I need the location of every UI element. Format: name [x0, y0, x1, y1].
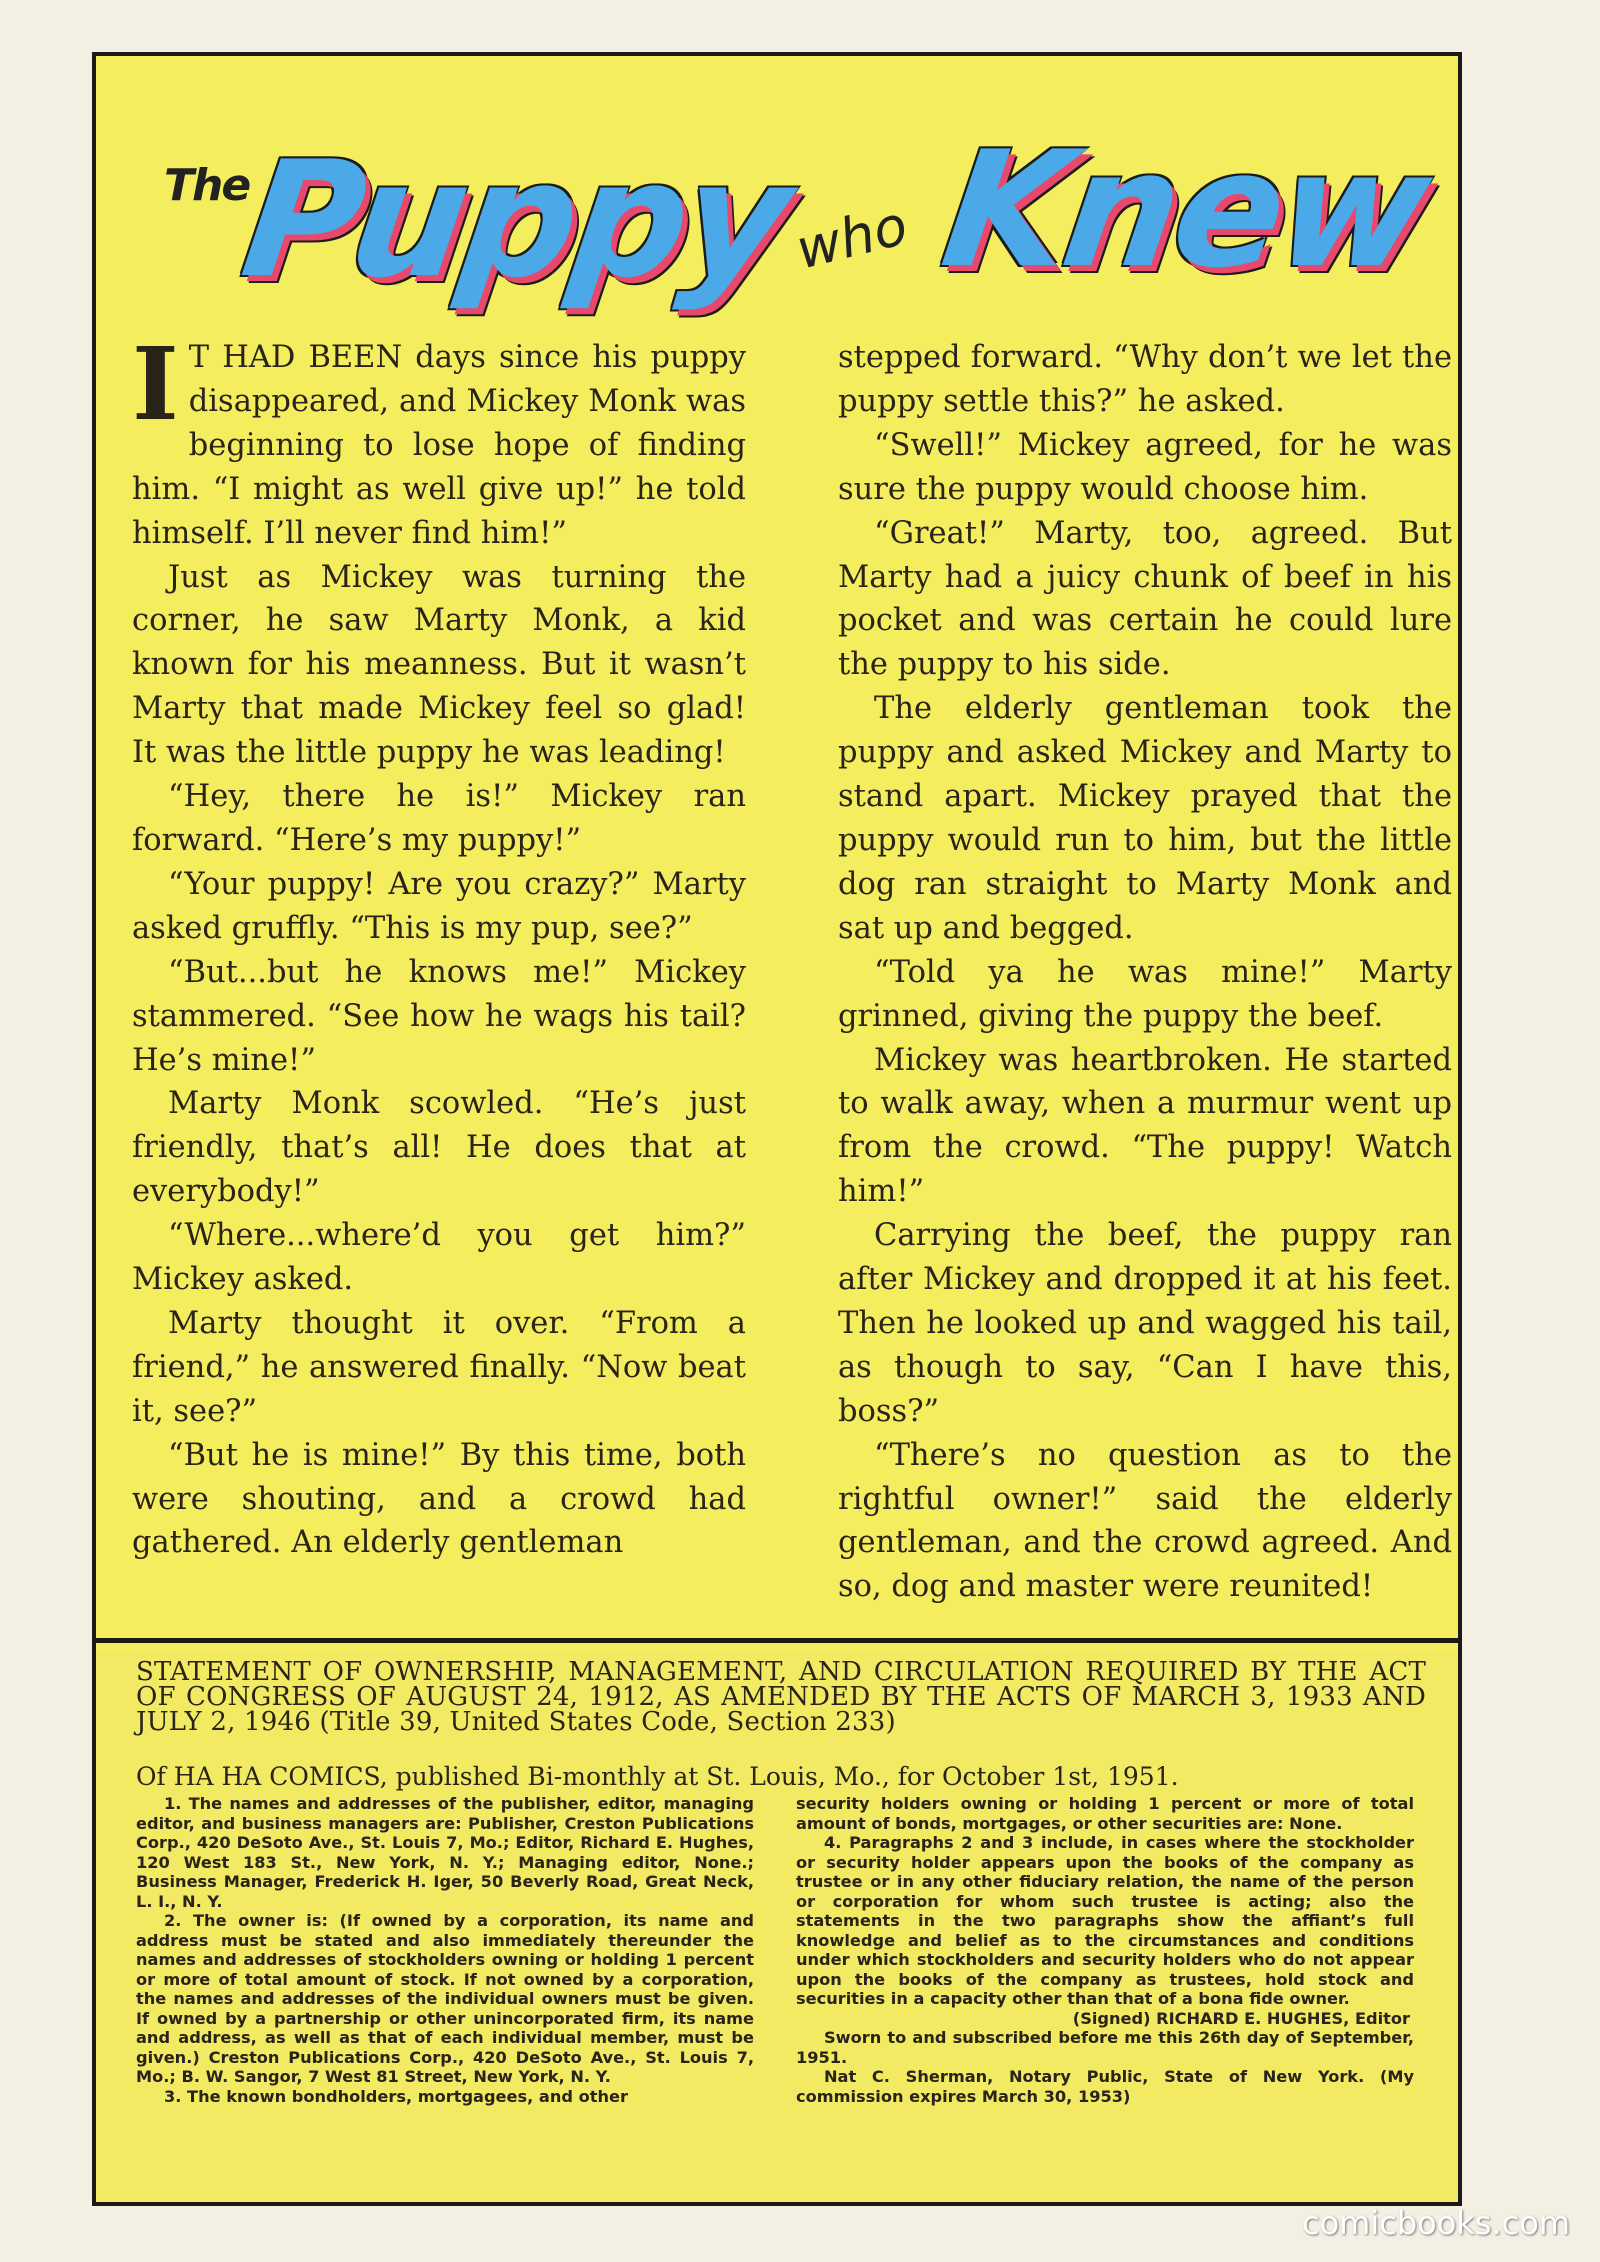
statement-column-right — [796, 1794, 1414, 2106]
story-paragraph: “Your puppy! Are you crazy?” Marty asked gruffly. “This is my pup, see?” — [132, 866, 746, 946]
statement-publication-line: Of HA HA COMICS, published Bi-monthly at St. Louis, Mo., for October 1st, 1951. — [136, 1762, 1179, 1791]
title-knew: Knew — [932, 116, 1438, 303]
statement-paragraph: 4. Paragraphs 2 and 3 include, in cases where the stockholder or security holder appears upon the books of the company as trustee or in any other fiduciary relation, the name of the person or corporation for whom such trustee is acting; also the statements in the two paragraphs show the affiant’s full knowledge and belief as to the circumstances and conditions under which stockholders and security holders who do not appear upon the books of the company as trustees, hold stock and securities in a capacity other than that of a bona fide owner. — [796, 1833, 1414, 2008]
story-paragraph: Marty Monk scowled. “He’s just friendly, that’s all! He does that at everybody!” — [132, 1086, 746, 1210]
story-paragraph: “Hey, there he is!” Mickey ran forward. “Here’s my puppy!” — [132, 779, 746, 858]
statement-paragraph: 1. The names and addresses of the publisher, editor, managing editor, and business managers are: Publisher, Creston Publications Corp., 420 DeSoto Ave., St. Louis 7, Mo.; Editor, Richard E. Hughes, 120 West 183 St., New York, N. Y.; Managing editor, None.; Business Manager, Frederick H. Iger, 50 Beverly Road, Great Neck, L. I., N. Y. — [136, 1794, 754, 1911]
statement-column-left — [136, 1794, 754, 2106]
story-paragraph: “Swell!” Mickey agreed, for he was sure the puppy would choose him. — [838, 427, 1452, 507]
story-paragraph: “But he is mine!” By this time, both were shouting, and a crowd had gathered. An elderly gentleman — [132, 1437, 746, 1561]
story-title — [156, 96, 1438, 336]
story-paragraph: “There’s no question as to the rightful owner!” said the elderly gentleman, and the crowd agreed. And so, dog and master were reunited! — [838, 1437, 1452, 1605]
statement-paragraph: security holders owning or holding 1 percent or more of total amount of bonds, mortgages, or other securities are: None. — [796, 1794, 1414, 1833]
ownership-statement — [96, 1652, 1458, 2202]
story-columns — [132, 325, 1452, 1626]
story-paragraph: “Where...where’d you get him?” Mickey asked. — [132, 1218, 746, 1298]
story-paragraph: “But...but he knows me!” Mickey stammered. “See how he wags his tail? He’s mine!” — [132, 954, 746, 1078]
title-puppy: Puppy — [232, 126, 798, 313]
story-paragraph: Carrying the beef, the puppy ran after Mickey and dropped it at his feet. Then he looked up and wagged his tail, as though to say, “Can I have this, boss?” — [838, 1218, 1452, 1429]
watermark-text: comicbooks.com — [1301, 2204, 1570, 2242]
title-who: who — [790, 193, 914, 282]
story-paragraph: Mickey was heartbroken. He started to walk away, when a murmur went up from the crowd. “The puppy! Watch him!” — [838, 1042, 1452, 1210]
statement-paragraph: 2. The owner is: (If owned by a corporation, its name and address must be stated and also immediately thereunder the names and addresses of stockholders owning or holding 1 percent or more of total amount of stock. If not owned by a corporation, the names and addresses of the individual owners must be given. If owned by a partnership or other unincorporated firm, its name and address, as well as that of each individual member, must be given.) Creston Publications Corp., 420 DeSoto Ave., St. Louis 7, Mo.; B. W. Sangor, 7 West 81 Street, New York, N. Y. — [136, 1911, 754, 2086]
statement-heading: STATEMENT OF OWNERSHIP, MANAGEMENT, AND CIRCULATION REQUIRED BY THE ACT OF CONGRESS OF AUGUST 24, 1912, AS AMENDED BY THE ACTS OF MARCH 3, 1933 AND JULY 2, 1946 (Title 39, United States Code, Section 233) — [136, 1657, 1426, 1737]
statement-paragraph: 3. The known bondholders, mortgagees, and other — [164, 2086, 628, 2106]
story-paragraph: Marty thought it over. “From a friend,” he answered finally. “Now beat it, see?” — [132, 1305, 746, 1429]
statement-paragraph: Sworn to and subscribed before me this 26th day of September, 1951. — [796, 2028, 1414, 2067]
story-paragraph: The elderly gentleman took the puppy and asked Mickey and Marty to stand apart. Mickey prayed that the puppy would run to him, but the little dog ran straight to Marty Monk and sat up and begged. — [838, 691, 1452, 946]
story-paragraph: I T HAD BEEN days since his puppy disappeared, and Mickey Monk was beginning to lose hope of finding him. “I might as well give up!” he told himself. I’ll never find him!” — [132, 325, 746, 551]
story-paragraph: Just as Mickey was turning the corner, he saw Marty Monk, a kid known for his meanness. But it wasn’t Marty that made Mickey feel so glad! It was the little puppy he was leading! — [132, 559, 746, 771]
statement-paragraph: Nat C. Sherman, Notary Public, State of New York. (My commission expires March 30, 1953) — [796, 2067, 1414, 2106]
story-paragraph: stepped forward. “Why don’t we let the puppy settle this?” he asked. — [838, 340, 1452, 419]
story-paragraph: “Told ya he was mine!” Marty grinned, giving the puppy the beef. — [838, 954, 1452, 1034]
story-paragraph: “Great!” Marty, too, agreed. But Marty had a juicy chunk of beef in his pocket and was certain he could lure the puppy to his side. — [838, 515, 1452, 683]
drop-cap: I — [132, 325, 179, 443]
story-column-left — [132, 325, 746, 1626]
story-column-right — [838, 336, 1452, 1626]
statement-signature: (Signed) RICHARD E. HUGHES, Editor — [1072, 2008, 1410, 2028]
title-the: The — [164, 160, 250, 211]
story-panel — [96, 56, 1458, 1638]
